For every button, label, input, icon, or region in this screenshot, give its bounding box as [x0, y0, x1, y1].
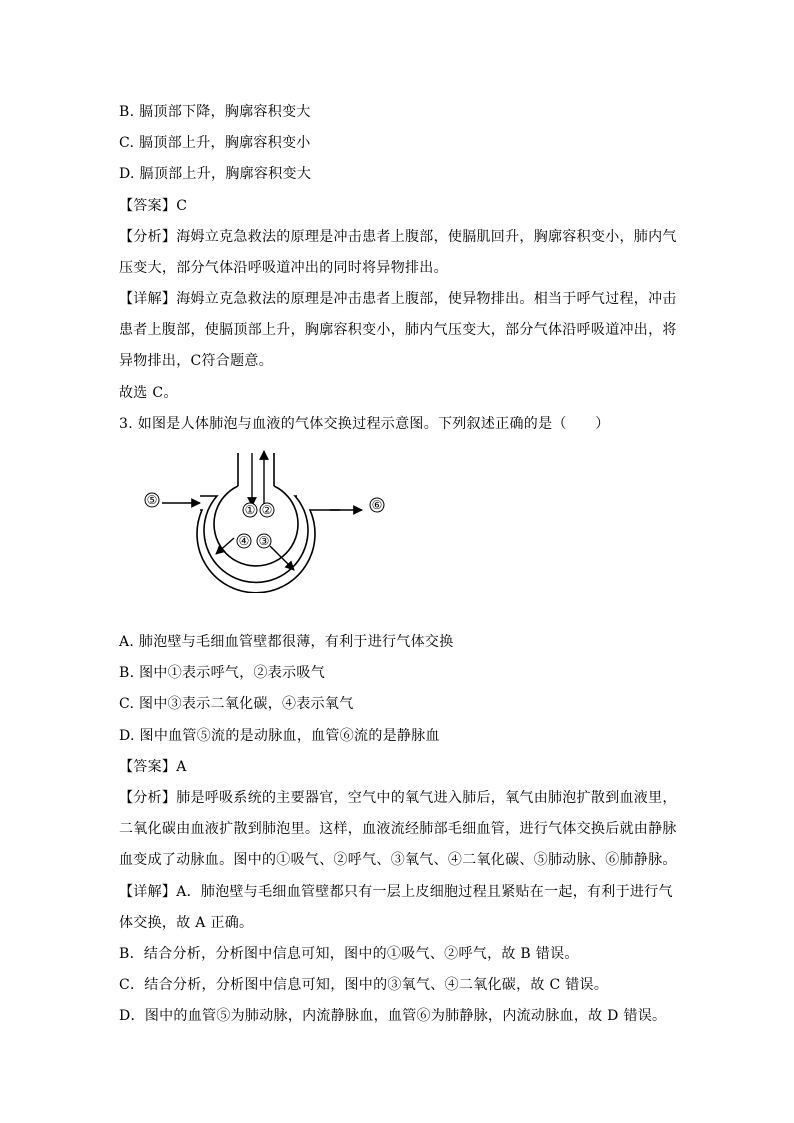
analysis-line2: 二氧化碳由血液扩散到肺泡里。这样，血液流经肺部毛细血管，进行气体交换后就由静脉	[119, 821, 677, 837]
option-d-prev: D. 膈顶部上升，胸廓容积变大	[119, 166, 312, 182]
detail-line3: B．结合分析，分析图中信息可知，图中的①吸气、②呼气，故 B 错误。	[119, 946, 579, 962]
label-6: ⑥	[371, 498, 383, 512]
label-4: ④	[238, 534, 250, 548]
detail-line2: 体交换，故 A 正确。	[119, 915, 254, 931]
option-b-prev: B. 膈顶部下降，胸廓容积变大	[119, 104, 311, 120]
option-c: C. 图中③表示二氧化碳，④表示氧气	[119, 696, 354, 712]
o2-arrow	[270, 546, 294, 570]
option-b: B. 图中①表示呼气，②表示吸气	[119, 665, 325, 681]
analysis-prev-line1: 【分析】海姆立克急救法的原理是冲击患者上腹部，使膈肌回升，胸廓容积变小，肺内气	[119, 229, 677, 245]
detail-prev-line1: 【详解】海姆立克急救法的原理是冲击患者上腹部，使异物排出。相当于呼气过程，冲击	[119, 291, 677, 307]
alveolus-wall	[214, 486, 298, 566]
detail-line4: C．结合分析，分析图中信息可知，图中的③氧气、④二氧化碳，故 C 错误。	[119, 977, 609, 993]
analysis-line1: 【分析】肺是呼吸系统的主要器官，空气中的氧气进入肺后，氧气由肺泡扩散到血液里，	[119, 790, 677, 806]
detail-line1: 【详解】A．肺泡壁与毛细血管壁都只有一层上皮细胞过程且紧贴在一起，有利于进行气	[119, 884, 673, 900]
label-2: ②	[261, 503, 273, 517]
label-1: ①	[244, 503, 256, 517]
analysis-prev-line2: 压变大，部分气体沿呼吸道冲出的同时将异物排出。	[119, 260, 448, 276]
question-3-stem: 3. 如图是人体肺泡与血液的气体交换过程示意图。下列叙述正确的是（ ）	[119, 416, 610, 432]
option-a: A. 肺泡壁与毛细血管壁都很薄，有利于进行气体交换	[119, 634, 454, 650]
detail-prev-line3: 异物排出，C符合题意。	[119, 353, 274, 369]
alveolus-gas-exchange-diagram	[140, 448, 400, 593]
detail-prev-line2: 患者上腹部，使膈顶部上升，胸廓容积变小，肺内气压变大，部分气体沿呼吸道冲出，将	[119, 322, 677, 338]
option-d: D. 图中血管⑤流的是动脉血，血管⑥流的是静脉血	[119, 728, 440, 744]
detail-line5: D．图中的血管⑤为肺动脉，内流静脉血，血管⑥为肺静脉，内流动脉血，故 D 错误。	[119, 1008, 667, 1024]
analysis-line3: 血变成了动脉血。图中的①吸气、②呼气、③氧气、④二氧化碳、⑤肺动脉、⑥肺静脉。	[119, 852, 677, 868]
option-c-prev: C. 膈顶部上升，胸廓容积变小	[119, 135, 311, 151]
answer-prev: 【答案】C	[119, 198, 188, 214]
conclusion-prev: 故选 C。	[119, 385, 178, 401]
label-3: ③	[258, 534, 270, 548]
answer: 【答案】A	[119, 759, 187, 775]
label-5: ⑤	[146, 493, 158, 507]
